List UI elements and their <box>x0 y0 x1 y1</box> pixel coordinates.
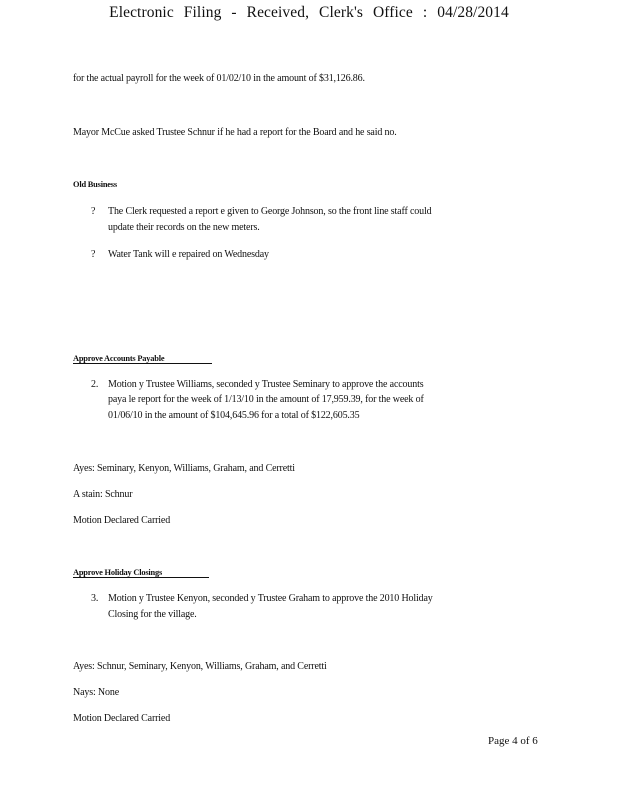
holiday-closings-underline <box>73 577 209 578</box>
holiday-closings-heading: Approve Holiday Closings <box>73 568 163 577</box>
old-business-heading: Old Business <box>73 180 117 189</box>
accounts-payable-number: 2. <box>91 379 99 390</box>
accounts-payable-abstain: A stain: Schnur <box>73 489 133 500</box>
old-business-item-2-line1: Water Tank will e repaired on Wednesday <box>108 249 269 260</box>
old-business-item-1-line2: update their records on the new meters. <box>108 222 260 233</box>
accounts-payable-underline <box>73 363 212 364</box>
holiday-closings-nays: Nays: None <box>73 687 119 698</box>
accounts-payable-motion-line2: paya le report for the week of 1/13/10 in the amount of 17,959.39, for the week of <box>108 394 424 405</box>
list-item-bullet: ? <box>91 249 96 260</box>
holiday-closings-ayes: Ayes: Schnur, Seminary, Kenyon, Williams, Graham, and Cerretti <box>73 661 327 672</box>
accounts-payable-result: Motion Declared Carried <box>73 515 171 526</box>
old-business-item-1-line1: The Clerk requested a report e given to George Johnson, so the front line staff could <box>108 206 432 217</box>
list-item-bullet: ? <box>91 206 96 217</box>
accounts-payable-ayes: Ayes: Seminary, Kenyon, Williams, Graham, and Cerretti <box>73 463 295 474</box>
accounts-payable-motion-line3: 01/06/10 in the amount of $104,645.96 for a total of $122,605.35 <box>108 410 360 421</box>
holiday-closings-result: Motion Declared Carried <box>73 713 171 724</box>
page-number: Page 4 of 6 <box>488 735 538 747</box>
payroll-line: for the actual payroll for the week of 01/02/10 in the amount of $31,126.86. <box>73 73 365 84</box>
filing-header: Electronic Filing - Received, Clerk's Office : 04/28/2014 <box>109 4 509 21</box>
accounts-payable-heading: Approve Accounts Payable <box>73 354 165 363</box>
holiday-closings-number: 3. <box>91 593 99 604</box>
mayor-report-line: Mayor McCue asked Trustee Schnur if he had a report for the Board and he said no. <box>73 127 397 138</box>
accounts-payable-motion-line1: Motion y Trustee Williams, seconded y Trustee Seminary to approve the accounts <box>108 379 424 390</box>
holiday-closings-motion-line1: Motion y Trustee Kenyon, seconded y Trustee Graham to approve the 2010 Holiday <box>108 593 433 604</box>
holiday-closings-motion-line2: Closing for the village. <box>108 609 197 620</box>
